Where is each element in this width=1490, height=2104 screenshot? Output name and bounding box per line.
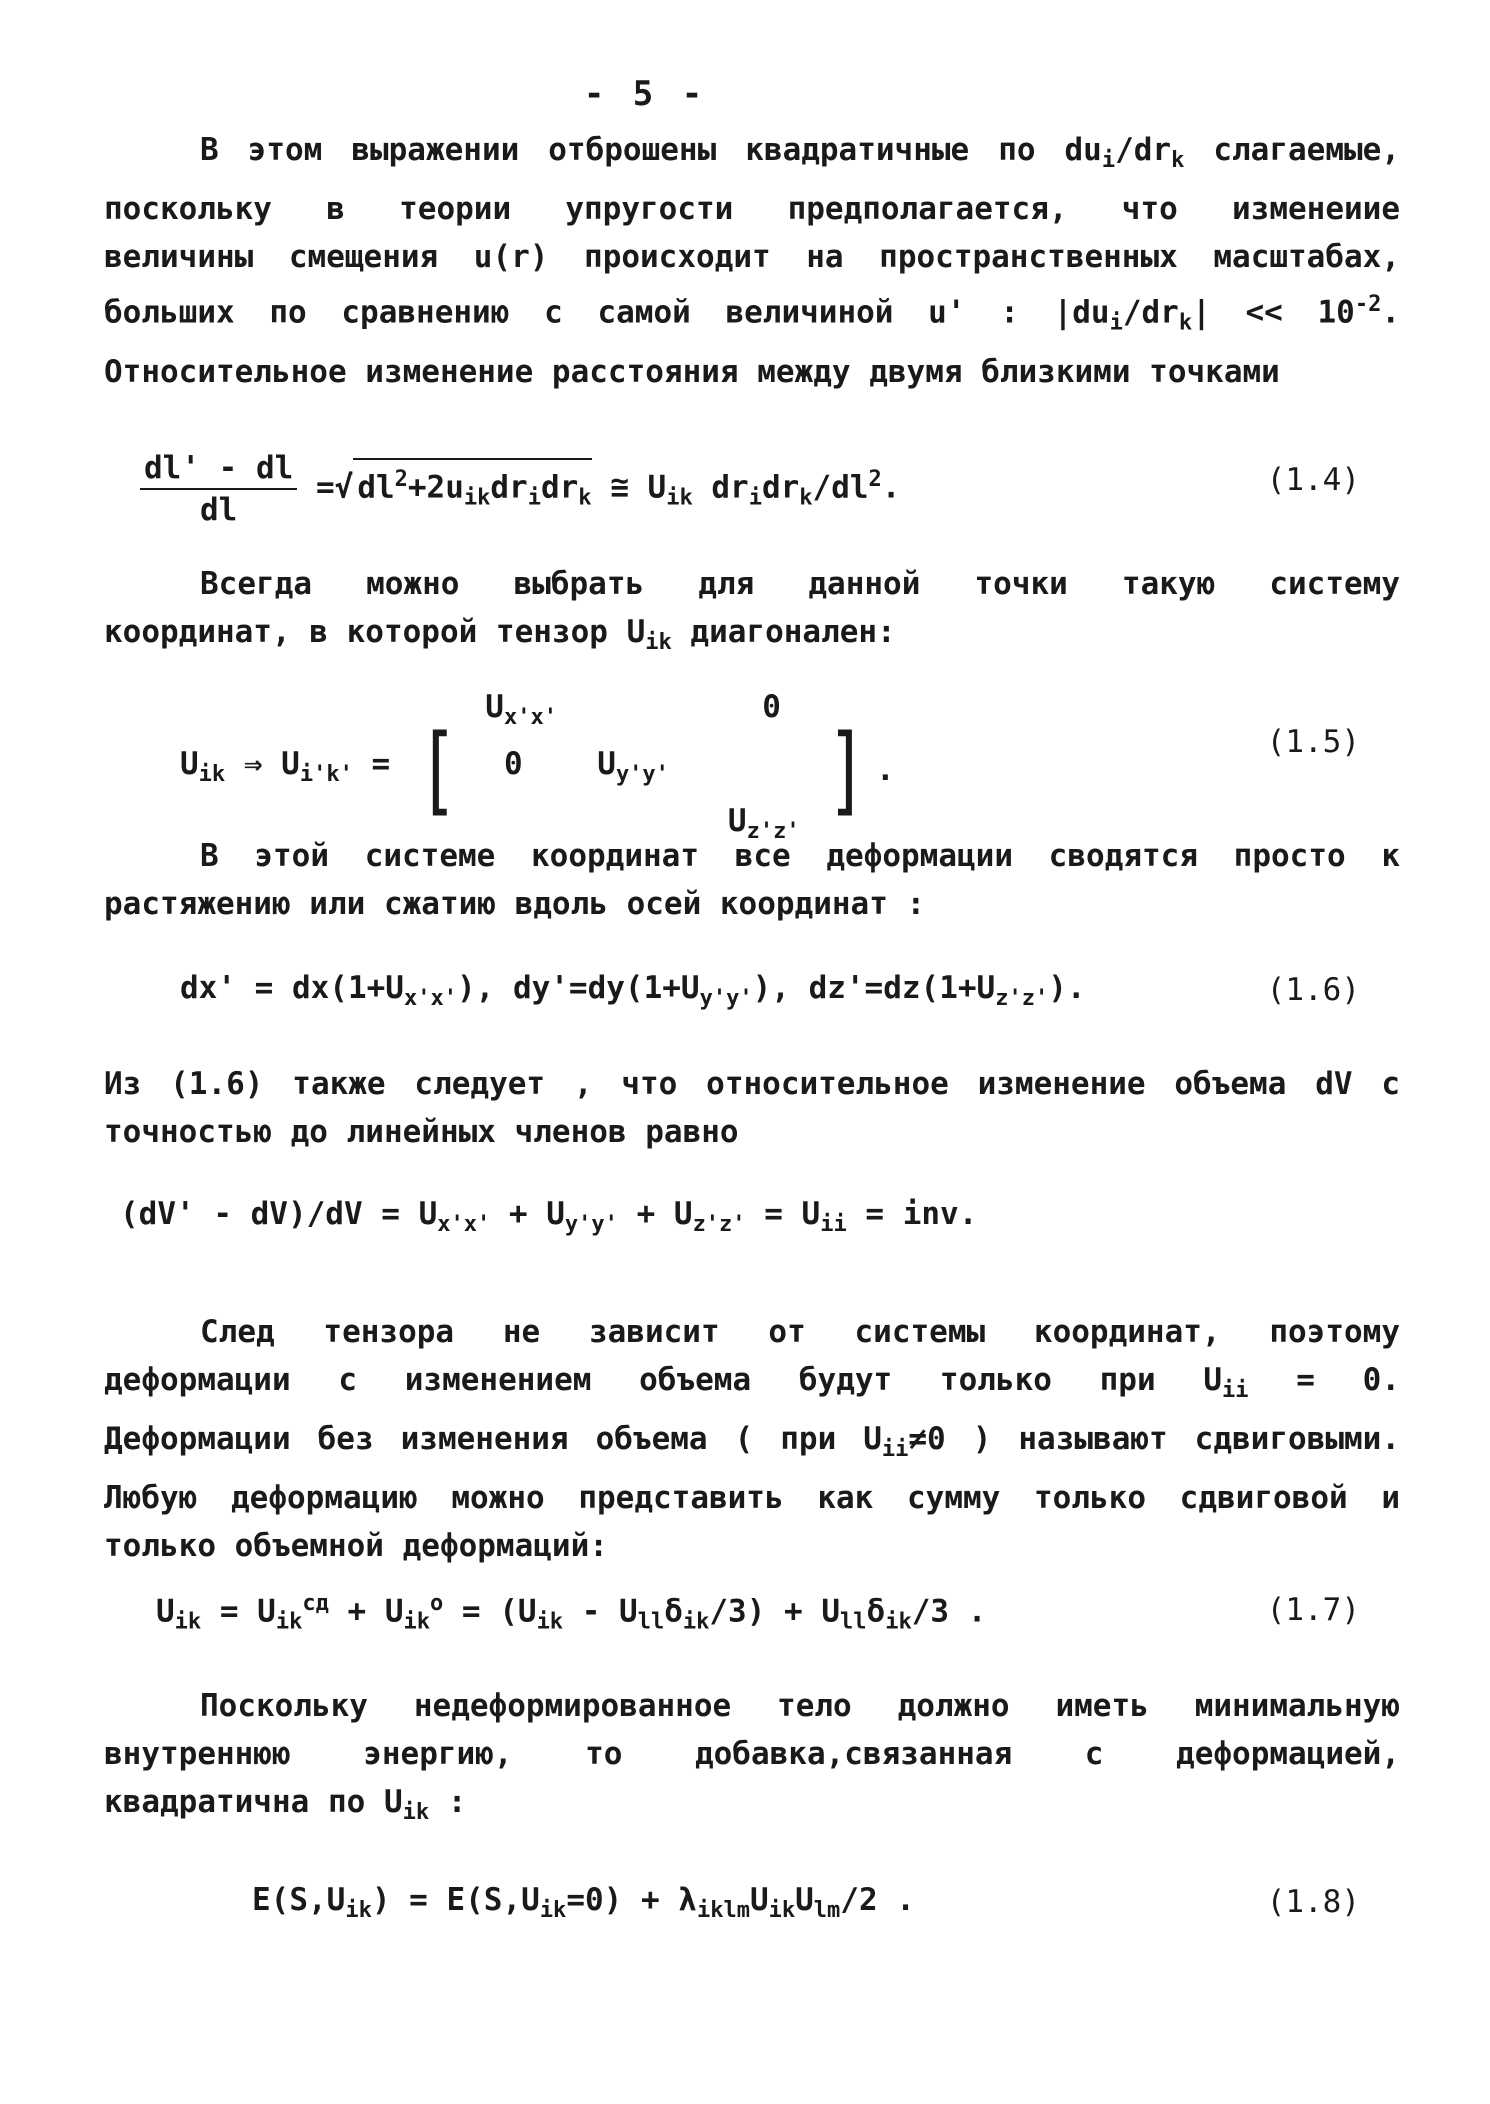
paragraph-4 — [104, 1060, 1400, 1156]
p2-line-1: Всегда можно выбрать для данной точки такую систему — [200, 566, 1400, 602]
p6-line-3: квадратична по $U_{ik}$ : — [104, 1784, 467, 1826]
p3-line-2: растяжению или сжатию вдоль осей координат : — [104, 886, 926, 922]
paragraph-3 — [104, 832, 1400, 928]
equation-number-1-7: (1.7) — [1266, 1592, 1360, 1628]
paragraph-1 — [104, 126, 1400, 396]
p5-line-1: След тензора не зависит от системы координат, поэтому — [200, 1314, 1400, 1350]
p5-line-3: Деформации без изменения объема ( при $U_{ii}\ne 0$ ) называют сдвиговыми. — [104, 1421, 1400, 1463]
p6-line-1: Поскольку недеформированное тело должно иметь минимальную — [200, 1688, 1400, 1724]
p5-line-2: деформации с изменением объема будут только при $U_{ii} = 0$. — [104, 1362, 1401, 1404]
p1-line-2: поскольку в теории упругости предполагается, что изменеиие — [104, 191, 1400, 228]
equation-number-1-5: (1.5) — [1266, 724, 1360, 760]
equation-1-8: $E(S,U_{ik}) = E(S,U_{ik}=0) + \lambda_{iklm}U_{ik}U_{lm}/2$ . — [252, 1882, 915, 1924]
paragraph-5 — [104, 1308, 1400, 1570]
equation-number-1-4: (1.4) — [1266, 462, 1360, 498]
equation-1-7: $U_{ik} = U_{ik}^{сд} + U_{ik}^o = (U_{ik} - U_{ll}\delta_{ik}/3) + U_{ll}\delta_{ik}/3$ . — [156, 1591, 987, 1635]
p3-line-1: В этой системе координат все деформации сводятся просто к — [200, 838, 1400, 874]
equation-1-4: $\frac{dl' - dl}{dl}$ =√ $dl^2+2u_{ik}dr_idr_k$ ≅ $U_{ik}$ $dr_idr_k/dl^2$. — [140, 448, 900, 530]
equation-1-6: $dx' = dx(1+U_{x'x'})$, $dy'=dy(1+U_{y'y'})$, $dz'=dz(1+U_{z'z'})$. — [180, 970, 1086, 1012]
page-number: - 5 - — [583, 74, 707, 114]
equation-1-5: $U_{ik}$ ⇒ $U_{i'k'}$ = [ $U_{x'x'}$ 0 0 $U_{y'y'}$ $U_{z'z'}$ ] . — [180, 689, 895, 845]
p4-line-2: точностью до линейных членов равно — [104, 1114, 739, 1150]
paragraph-6 — [104, 1682, 1400, 1837]
p5-line-5: только объемной деформаций: — [104, 1528, 608, 1565]
p1-line-3: величины смещения u(r) происходит на пространственных масштабах, — [104, 239, 1400, 276]
equation-volume-change: $(dV' - dV)/dV = U_{x'x'} + U_{y'y'} + U_{z'z'} = U_{ii}$ = inv. — [120, 1196, 978, 1238]
p6-line-2: внутреннюю энергию, то добавка,связанная с деформацией, — [104, 1736, 1400, 1772]
p5-line-4: Любую деформацию можно представить как сумму только сдвиговой и — [104, 1480, 1400, 1517]
paragraph-2 — [104, 560, 1400, 667]
equation-number-1-6: (1.6) — [1266, 972, 1360, 1008]
p1-line-1: В этом выражении отброшены квадратичные по $du_i/dr_k$ слагаемые, — [200, 132, 1400, 174]
equation-number-1-8: (1.8) — [1266, 1884, 1360, 1920]
p2-line-2: координат, в которой тензор $U_{ik}$ диагонален: — [104, 614, 896, 656]
p1-line-5: Относительное изменение расстояния между двумя близкими точками — [104, 353, 1280, 390]
p4-line-1: Из (1.6) также следует , что относительное изменение объема dV с — [104, 1066, 1400, 1102]
p1-line-4: больших по сравнению с самой величиной u' : $|du_i/dr_k| << 10^{-2}$. — [104, 292, 1400, 336]
